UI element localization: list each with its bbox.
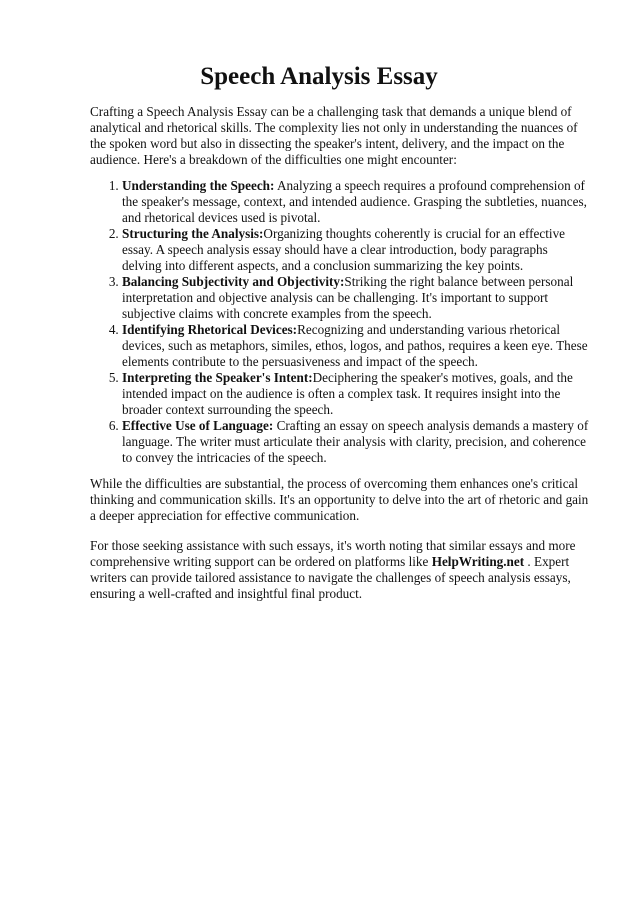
list-item-heading: Understanding the Speech: <box>122 178 275 193</box>
list-item-text: Analyzing a speech requires a profound comprehension of the speaker's message, context, and intended audience. Grasping the subtleties, nuances, and rhetorical devices used is pivotal. <box>122 178 587 225</box>
list-item-heading: Effective Use of Language: <box>122 418 274 433</box>
assistance-text-before: For those seeking assistance with such essays, it's worth noting that similar essays and more comprehensive writing support can be ordered on platforms like <box>90 538 576 569</box>
list-item <box>122 226 590 274</box>
list-item-heading: Balancing Subjectivity and Objectivity: <box>122 274 345 289</box>
intro-paragraph: Crafting a Speech Analysis Essay can be a challenging task that demands a unique blend of analytical and rhetorical skills. The complexity lies not only in understanding the nuances of the spoken word but also in dissecting the speaker's intent, delivery, and the impact on the audience. Here's a breakdown of the difficulties one might encounter: <box>90 104 578 167</box>
assistance-paragraph <box>90 538 590 602</box>
list-item-text: Recognizing and understanding various rhetorical devices, such as metaphors, similes, ethos, logos, and pathos, requires a keen eye. These elements contribute to the persuasiveness and impact of the speech. <box>122 322 588 369</box>
assistance-text-after: . Expert writers can provide tailored assistance to navigate the challenges of speech analysis essays, ensuring a well-crafted and insightful final product. <box>90 554 571 601</box>
page-title: Speech Analysis Essay <box>200 63 438 90</box>
difficulties-list <box>90 178 590 466</box>
list-item-heading: Structuring the Analysis: <box>122 226 264 241</box>
brand-name: HelpWriting.net <box>431 554 525 569</box>
list-item <box>122 370 590 418</box>
list-item-text: Crafting an essay on speech analysis demands a mastery of language. The writer must articulate their analysis with clarity, precision, and coherence to convey the intricacies of the speech. <box>122 418 589 465</box>
conclusion-paragraph: While the difficulties are substantial, the process of overcoming them enhances one's critical thinking and communication skills. It's an opportunity to delve into the art of rhetoric and gain a deeper appreciation for effective communication. <box>90 476 589 523</box>
list-item <box>122 418 590 466</box>
list-item <box>122 178 590 226</box>
list-item <box>122 322 590 370</box>
list-item <box>122 274 590 322</box>
list-item-text: Deciphering the speaker's motives, goals, and the intended impact on the audience is often a complex task. It requires insight into the broader context surrounding the speech. <box>122 370 573 417</box>
list-item-text: Striking the right balance between personal interpretation and objective analysis can be challenging. It's important to support subjective claims with concrete examples from the speech. <box>122 274 574 321</box>
list-item-heading: Interpreting the Speaker's Intent: <box>122 370 313 385</box>
list-item-text: Organizing thoughts coherently is crucial for an effective essay. A speech analysis essay should have a clear introduction, body paragraphs delving into different aspects, and a conclusion summarizing the key points. <box>122 226 566 273</box>
list-item-heading: Identifying Rhetorical Devices: <box>122 322 298 337</box>
